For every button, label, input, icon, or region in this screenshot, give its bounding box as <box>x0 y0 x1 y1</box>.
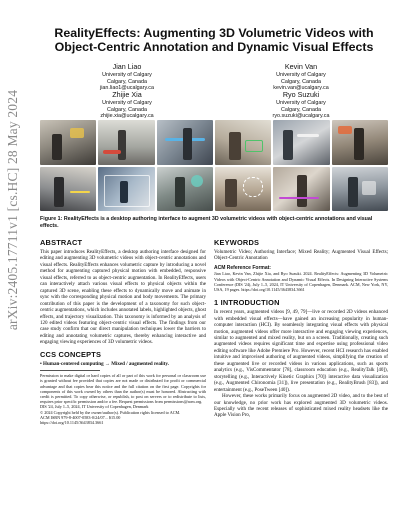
acm-reference-heading: ACM Reference Format: <box>214 264 271 271</box>
author-affiliation: University of Calgary <box>102 100 152 106</box>
figure-panel-image <box>40 167 96 212</box>
figure-panel-image <box>98 167 154 212</box>
arxiv-stamp <box>2 40 24 380</box>
figure-panel-image <box>273 120 329 165</box>
figure-panel-image <box>332 167 388 212</box>
ccs-item: • Human-centered computing → Mixed / augmented reality. <box>40 360 169 367</box>
introduction-paragraph: In recent years, augmented videos [9, 49, 79]—live or recorded 2D videos enhanced with embedded visual effects—have gained an increasing popularity in human-computer interaction (HCI). By seamlessly integrating visual effects with physical motion, augmented videos offer more interactive and engaging viewing experiences, similar to augmented and mixed reality, but on a screen. Traditionally, creating such augmented videos requires significant time and expertise using professional video editing software like Adobe Premiere Pro. However, recent HCI research has enabled intuitive and improvised authoring of augmented videos, simplifying the creation of these augmented live or recorded videos in various applications, such as sports analytics (e.g., VisCommentator [78], classroom education (e.g., RealityTalk [40]), storytelling (e.g., Interactively Kinetic Graphics [70]) interactive data visualization (e.g., Augmented Chironomia [31]), live presentation (e.g., RealityBrush [83]), and entertainment (e.g., PoseTween [40]). <box>214 309 388 393</box>
figure-panel-image <box>215 120 271 165</box>
acm-reference-text: Jian Liao, Kevin Van, Zhijie Xia, and Ryo Suzuki. 2024. RealityEffects: Augmenting 3D Volumetric Videos with Object-Centric Annotation and Dynamic Visual Effects. In Designing Interactive Systems Conference (DIS '24), July 1–5, 2024, IT University of Copenhagen, Denmark. ACM, New York, NY, USA, 19 pages. https://doi.org/10.1145/3643834.3661 <box>214 271 388 293</box>
figure-panel-image <box>40 120 96 165</box>
introduction-heading: 1 INTRODUCTION <box>214 298 280 308</box>
figure-panel-image <box>98 120 154 165</box>
doi-link[interactable]: https://doi.org/10.1145/3643834.3661 <box>40 420 104 426</box>
author-card <box>214 90 388 120</box>
author-card <box>40 62 214 92</box>
right-column <box>214 238 388 419</box>
copyright-line: © 2024 Copyright held by the owner/author(s). Publication rights licensed to ACM. <box>40 409 181 415</box>
abstract-heading: ABSTRACT <box>40 238 83 247</box>
paper-title: RealityEffects: Augmenting 3D Volumetric Videos with Object-Centric Annotation and Dynamic Visual Effects <box>54 26 374 54</box>
figure-caption-text: RealityEffects is a desktop authoring interface to augment 3D volumetric videos with object-centric annotations and visual effects. <box>40 216 373 229</box>
figure-panel-image <box>332 120 388 165</box>
figure-panel-image <box>273 167 329 212</box>
author-card <box>40 90 214 120</box>
arxiv-stamp-text: arXiv:2405.17711v1 [cs.HC] 28 May 2024 <box>5 89 21 331</box>
figure-panel-image <box>157 120 213 165</box>
footnote-divider <box>40 370 100 371</box>
author-affiliation: University of Calgary <box>276 100 326 106</box>
author-affiliation: University of Calgary <box>102 72 152 78</box>
author-name: Ryo Suzuki <box>282 90 320 99</box>
acm-isbn: ACM ISBN 979-8-4007-0583-0/24/07... $15.00 <box>40 414 121 420</box>
author-email: kevin.van@ucalgary.ca <box>273 85 329 92</box>
author-location: Calgary, Canada <box>106 106 148 113</box>
author-name: Jian Liao <box>112 62 142 71</box>
author-name: Zhijie Xia <box>112 90 142 99</box>
author-location: Calgary, Canada <box>106 78 148 85</box>
teaser-figure <box>40 120 388 211</box>
author-location: Calgary, Canada <box>280 78 322 85</box>
venue-line: DIS '24, July 1–5, 2024, IT University of Copenhagen, Denmark <box>40 404 149 410</box>
abstract-text: This paper introduces RealityEffects, a desktop authoring interface designed for editing and augmenting 3D volumetric videos with object-centric annotations and visual effects. RealityEffects enhances volumetric capture by introducing a novel method for augmenting captured physical motion with embedded, responsive visual effects, referred to as object-centric augmentation. In RealityEffects, users can interactively attach various visual effects to physical objects within the captured 3D scene, enabling these effects to dynamically move and animate in sync with the corresponding physical motion and body movements. The primary contribution of this paper is the development of a taxonomy for such object-centric augmentations, which includes annotated labels, highlighted objects, ghost effects, and trajectory visualization. This taxonomy is informed by an analysis of 120 edited videos featuring object-centric visual effects. The findings from our case study confirm that our direct manipulation techniques lower the barriers to editing and annotating volumetric captures, thereby enhancing interactive and engaging viewing experiences of 3D volumetric videos. <box>40 249 206 346</box>
figure-panel-image <box>157 167 213 212</box>
author-card <box>214 62 388 92</box>
author-email: zhijie.xia@ucalgary.ca <box>100 113 154 120</box>
introduction-paragraph: However, these works primarily focus on augmented 2D video, and to the best of our knowledge, no prior work has explored augmented 3D volumetric videos. Especially with the recent releases of sophisticated mixed reality headsets like the Apple Vision Pro, <box>214 393 388 419</box>
left-column <box>40 238 206 425</box>
author-location: Calgary, Canada <box>280 106 322 113</box>
keywords-heading: KEYWORDS <box>214 238 260 247</box>
figure-caption <box>40 216 388 230</box>
author-email: jian.liao1@ucalgary.ca <box>100 85 154 92</box>
ccs-heading: CCS CONCEPTS <box>40 349 102 359</box>
author-affiliation: University of Calgary <box>276 72 326 78</box>
author-name: Kevin Van <box>284 62 318 71</box>
figure-caption-label: Figure 1: <box>40 216 63 222</box>
author-email: ryo.suzuki@ucalgary.ca <box>272 113 330 120</box>
keywords-text: Volumetric Video; Authoring Interface; Mixed Reality; Augmented Visual Effects; Object-Centric Annotation <box>214 249 388 262</box>
permission-notice: Permission to make digital or hard copies of all or part of this work for personal or classroom use is granted without fee provided that copies are not made or distributed for profit or commercial advantage and that copies bear this notice and the full citation on the first page. Copyrights for components of this work owned by others than the author(s) must be honored. Abstracting with credit is permitted. To copy otherwise, or republish, to post on servers or to redistribute to lists, requires prior specific permission and/or a fee. Request permissions from permissions@acm.org. <box>40 373 206 405</box>
figure-panel-image <box>215 167 271 212</box>
